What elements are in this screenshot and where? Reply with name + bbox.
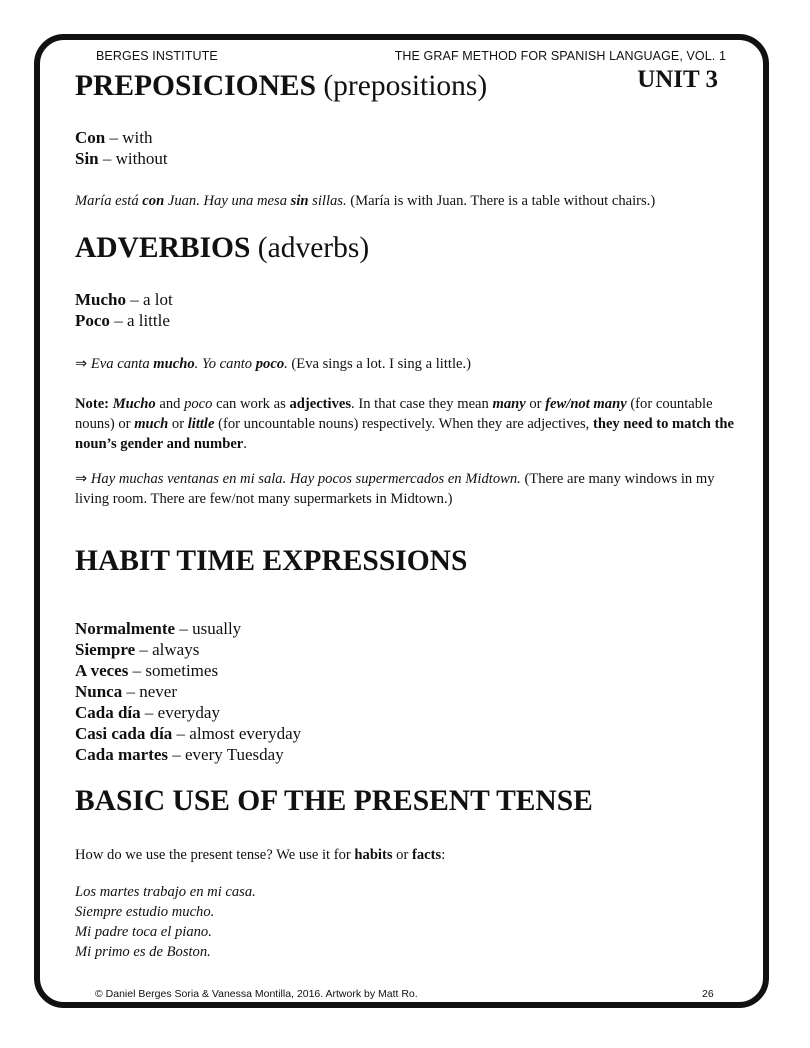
vocab-term: Cada día: [75, 703, 141, 722]
example-sentence: Mi primo es de Boston.: [75, 944, 211, 960]
footer-credit: © Daniel Berges Soria & Vanessa Montilla, 2016. Artwork by Matt Ro.: [95, 988, 418, 1000]
prepositions-list: [75, 127, 168, 169]
adverbs-list: [75, 289, 173, 331]
example-sentence: Los martes trabajo en mi casa.: [75, 884, 256, 900]
vocab-item: [75, 127, 168, 148]
prepositions-title: PREPOSICIONES: [75, 70, 316, 102]
example-translation: (María is with Juan. There is a table without chairs.): [346, 193, 656, 209]
present-examples: [75, 882, 256, 962]
vocab-meaning: – sometimes: [128, 661, 219, 680]
intro-text: :: [441, 847, 446, 863]
vocab-meaning: – a lot: [126, 290, 173, 309]
vocab-meaning: – without: [98, 149, 168, 168]
vocab-term: Siempre: [75, 640, 136, 659]
note-text: or: [525, 396, 546, 412]
vocab-item: [75, 289, 173, 310]
example-text: Juan. Hay una mesa: [164, 193, 291, 209]
vocab-item: [75, 723, 301, 744]
header-book-title: THE GRAF METHOD FOR SPANISH LANGUAGE, VOL. 1: [394, 49, 726, 63]
note-text: (for uncountable nouns) respectively. When they are adjectives,: [214, 416, 593, 432]
example-sentence: Mi padre toca el piano.: [75, 924, 212, 940]
vocab-item: [75, 681, 301, 702]
vocab-item: [75, 639, 301, 660]
vocab-meaning: – with: [105, 128, 153, 147]
example-bold: poco: [255, 356, 285, 372]
note-text: and: [155, 396, 185, 412]
vocab-meaning: – a little: [109, 311, 170, 330]
vocab-term: Con: [75, 128, 106, 147]
adverbs-example: [75, 354, 471, 374]
note-term: few/not many: [545, 396, 627, 412]
adverbs-example-2: [75, 469, 740, 509]
vocab-meaning: – usually: [175, 619, 242, 638]
example-text: Eva canta: [87, 356, 154, 372]
habit-heading: [75, 545, 467, 578]
present-title: BASIC USE OF THE PRESENT TENSE: [75, 785, 593, 817]
vocab-item: [75, 660, 301, 681]
note-term: they need to match the noun’s gender and number: [75, 416, 735, 452]
prepositions-example: [75, 191, 655, 211]
example-text: María está: [75, 193, 143, 209]
vocab-meaning: – everyday: [140, 703, 220, 722]
present-intro: [75, 845, 445, 865]
example-bold: con: [142, 193, 165, 209]
vocab-term: Casi cada día: [75, 724, 173, 743]
arrow-icon: ⇒: [75, 471, 88, 487]
note-term: much: [134, 416, 169, 432]
example-bold: mucho: [153, 356, 195, 372]
example-sentence: Siempre estudio mucho.: [75, 904, 215, 920]
prepositions-subtitle: (prepositions): [323, 70, 488, 102]
header-publisher: BERGES INSTITUTE: [96, 49, 218, 63]
vocab-term: Mucho: [75, 290, 126, 309]
arrow-icon: ⇒: [75, 356, 88, 372]
adverbs-heading: [75, 232, 369, 265]
prepositions-heading: [75, 70, 487, 103]
example-translation: (Eva sings a lot. I sing a little.): [287, 356, 471, 372]
habit-list: [75, 618, 301, 765]
intro-text: How do we use the present tense? We use it for: [75, 847, 355, 863]
note-term: Mucho: [112, 396, 156, 412]
note-text: or: [168, 416, 188, 432]
vocab-term: Nunca: [75, 682, 123, 701]
present-heading: [75, 785, 593, 818]
habit-title: HABIT TIME EXPRESSIONS: [75, 545, 468, 577]
vocab-term: Cada martes: [75, 745, 169, 764]
note-text: . In that case they mean: [351, 396, 493, 412]
vocab-item: [75, 744, 301, 765]
intro-bold: habits: [354, 847, 393, 863]
note-term: poco: [184, 396, 213, 412]
note-term: many: [492, 396, 526, 412]
example-text: sillas.: [308, 193, 347, 209]
note-text: .: [243, 436, 247, 452]
page-number: 26: [702, 988, 714, 1000]
note-term: little: [187, 416, 215, 432]
vocab-item: [75, 148, 168, 169]
unit-label: UNIT 3: [637, 66, 718, 93]
example-text: .: [284, 356, 288, 372]
vocab-meaning: – every Tuesday: [168, 745, 284, 764]
adverbs-note: [75, 394, 740, 454]
note-term: adjectives: [289, 396, 352, 412]
vocab-term: A veces: [75, 661, 129, 680]
vocab-meaning: – never: [122, 682, 177, 701]
vocab-item: [75, 618, 301, 639]
vocab-item: [75, 310, 173, 331]
vocab-meaning: – always: [135, 640, 200, 659]
note-text: (for countable nouns) or: [75, 396, 713, 432]
note-label: Note:: [75, 396, 110, 412]
example-bold: sin: [290, 193, 309, 209]
intro-text: or: [392, 847, 412, 863]
vocab-item: [75, 702, 301, 723]
vocab-term: Normalmente: [75, 619, 176, 638]
example-text: Hay muchas ventanas en mi sala. Hay pocos supermercados en Midtown.: [87, 471, 521, 487]
example-text: . Yo canto: [194, 356, 256, 372]
intro-bold: facts: [412, 847, 442, 863]
vocab-meaning: – almost everyday: [172, 724, 302, 743]
note-text: can work as: [212, 396, 290, 412]
vocab-term: Sin: [75, 149, 99, 168]
example-translation: (There are many windows in my living room. There are few/not many supermarkets in Midtown.): [75, 471, 715, 507]
adverbs-subtitle: (adverbs): [257, 232, 370, 264]
adverbs-title: ADVERBIOS: [75, 232, 251, 264]
vocab-term: Poco: [75, 311, 110, 330]
